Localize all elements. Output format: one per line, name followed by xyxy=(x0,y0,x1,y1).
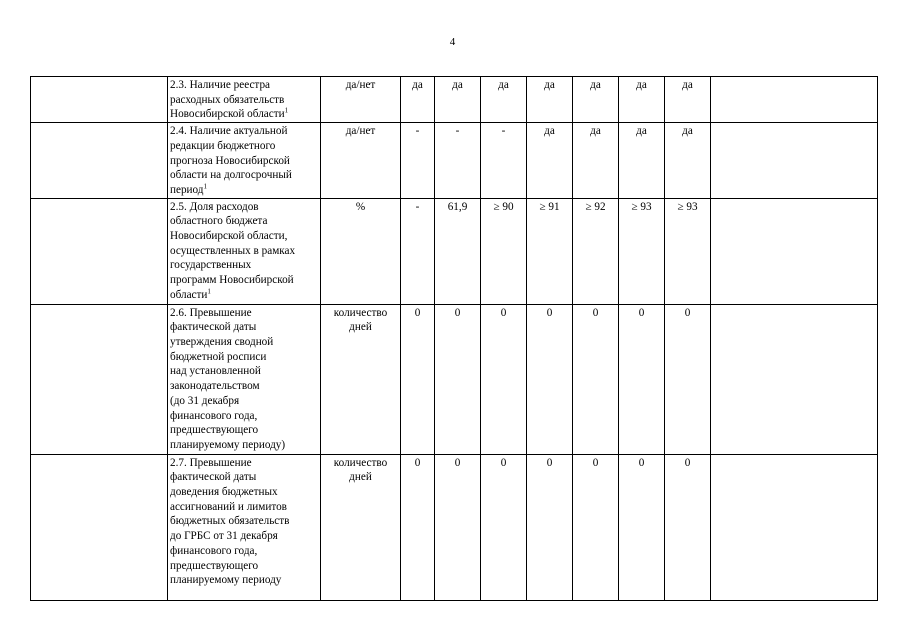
value-cell: ≥ 93 xyxy=(619,198,665,304)
table-row xyxy=(31,77,878,123)
value-cell: да xyxy=(573,123,619,199)
table-row xyxy=(31,454,878,600)
value-cell: да xyxy=(665,77,711,123)
unit-cell: % xyxy=(321,198,401,304)
value-cell: 0 xyxy=(481,454,527,600)
value-cell: да xyxy=(619,123,665,199)
footnote-mark: 1 xyxy=(207,287,211,296)
value-cell: - xyxy=(481,123,527,199)
table-row xyxy=(31,123,878,199)
value-cell: да xyxy=(401,77,435,123)
value-cell: ≥ 93 xyxy=(665,198,711,304)
value-cell: 0 xyxy=(435,304,481,454)
indicator-name: 2.5. Доля расходов областного бюджета Новосибирской области, осуществленных в рамках государственных программ Новосибирской области$^1$ xyxy=(168,198,321,304)
blank-right-cell xyxy=(711,77,878,123)
value-cell: - xyxy=(435,123,481,199)
blank-right-cell xyxy=(711,304,878,454)
indicator-name: 2.6. Превышение фактической даты утверждения сводной бюджетной росписи над установленной законодательством (до 31 декабря финансового года, предшествующего планируемому периоду) xyxy=(168,304,321,454)
value-cell: 61,9 xyxy=(435,198,481,304)
unit-cell: количество дней xyxy=(321,454,401,600)
value-cell: да xyxy=(527,77,573,123)
value-cell: да xyxy=(527,123,573,199)
value-cell: - xyxy=(401,123,435,199)
value-cell: да xyxy=(665,123,711,199)
value-cell: ≥ 91 xyxy=(527,198,573,304)
blank-right-cell xyxy=(711,198,878,304)
footnote-mark: 1 xyxy=(203,182,207,191)
table-row xyxy=(31,304,878,454)
value-cell: ≥ 90 xyxy=(481,198,527,304)
value-cell: да xyxy=(619,77,665,123)
indicator-name: 2.3. Наличие реестра расходных обязательств Новосибирской области$^1$ xyxy=(168,77,321,123)
blank-left-cell xyxy=(31,77,168,123)
value-cell: 0 xyxy=(665,454,711,600)
value-cell: ≥ 92 xyxy=(573,198,619,304)
unit-cell: да/нет xyxy=(321,77,401,123)
blank-right-cell xyxy=(711,123,878,199)
value-cell: да xyxy=(573,77,619,123)
value-cell: да xyxy=(481,77,527,123)
indicator-name: 2.7. Превышение фактической даты доведения бюджетных ассигнований и лимитов бюджетных обязательств до ГРБС от 31 декабря финансового года, предшествующего планируемому периоду xyxy=(168,454,321,600)
value-cell: 0 xyxy=(401,454,435,600)
value-cell: 0 xyxy=(527,304,573,454)
unit-cell: количество дней xyxy=(321,304,401,454)
indicator-name: 2.4. Наличие актуальной редакции бюджетного прогноза Новосибирской области на долгосрочный период$^1$ xyxy=(168,123,321,199)
blank-right-cell xyxy=(711,454,878,600)
value-cell: 0 xyxy=(573,454,619,600)
value-cell: - xyxy=(401,198,435,304)
page-number: 4 xyxy=(449,36,456,48)
indicator-table xyxy=(30,76,878,601)
value-cell: да xyxy=(435,77,481,123)
unit-cell: да/нет xyxy=(321,123,401,199)
value-cell: 0 xyxy=(665,304,711,454)
value-cell: 0 xyxy=(619,454,665,600)
footnote-mark: 1 xyxy=(284,106,289,115)
blank-left-cell xyxy=(31,123,168,199)
value-cell: 0 xyxy=(573,304,619,454)
value-cell: 0 xyxy=(481,304,527,454)
table-row xyxy=(31,198,878,304)
value-cell: 0 xyxy=(527,454,573,600)
value-cell: 0 xyxy=(401,304,435,454)
table-body xyxy=(31,77,878,601)
blank-left-cell xyxy=(31,454,168,600)
value-cell: 0 xyxy=(435,454,481,600)
value-cell: 0 xyxy=(619,304,665,454)
blank-left-cell xyxy=(31,198,168,304)
blank-left-cell xyxy=(31,304,168,454)
